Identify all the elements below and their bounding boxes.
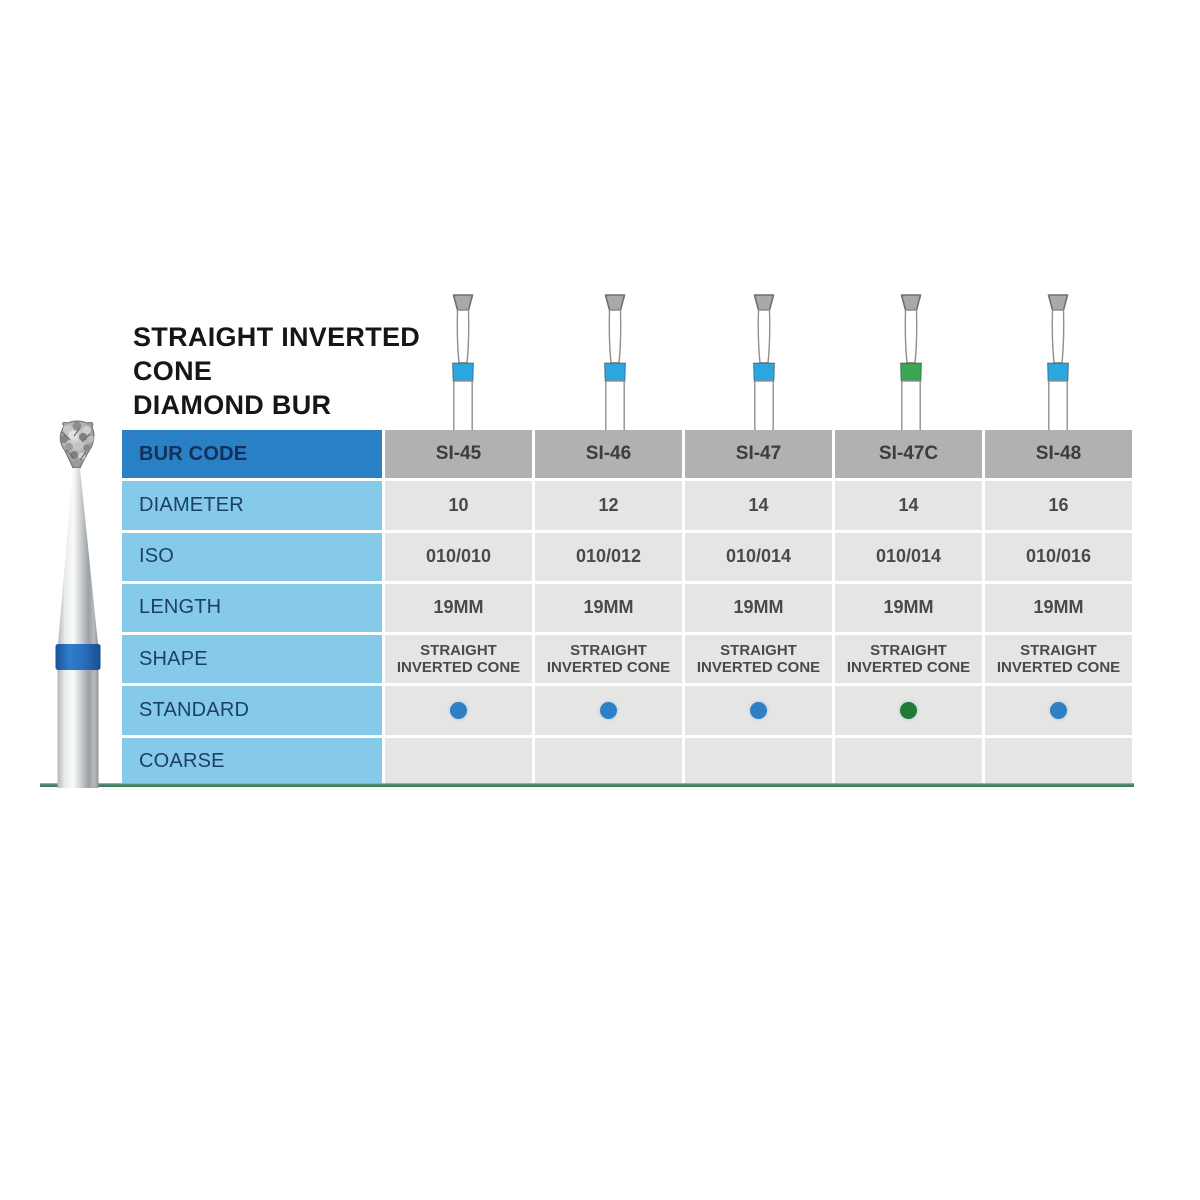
- row-label-shape: SHAPE: [122, 635, 382, 683]
- bur-head: [454, 295, 473, 310]
- row-label-diameter: DIAMETER: [122, 481, 382, 529]
- diameter-si-45: 10: [385, 481, 532, 529]
- coarse-si-46: [535, 738, 682, 786]
- bur-band: [605, 363, 626, 381]
- spec-table: [122, 430, 1132, 786]
- diameter-si-47c: 14: [835, 481, 982, 529]
- bur-illustration-si-48: [1043, 293, 1073, 430]
- shape-line-1: STRAIGHT: [1020, 641, 1097, 659]
- length-si-48: 19MM: [985, 584, 1132, 632]
- bur-shank: [1049, 381, 1067, 430]
- iso-si-47: 010/014: [685, 533, 832, 581]
- iso-si-46: 010/012: [535, 533, 682, 581]
- title-line-1: STRAIGHT INVERTED: [133, 322, 421, 352]
- coarse-si-48: [985, 738, 1132, 786]
- shape-si-48: [985, 635, 1132, 683]
- bur-band: [901, 363, 922, 381]
- diameter-si-46: 12: [535, 481, 682, 529]
- large-bur-shank: [58, 670, 99, 788]
- column-header-si-46: SI-46: [535, 430, 682, 478]
- coarse-si-47: [685, 738, 832, 786]
- diameter-si-48: 16: [985, 481, 1132, 529]
- large-bur-illustration: [50, 420, 106, 790]
- length-si-46: 19MM: [535, 584, 682, 632]
- length-si-45: 19MM: [385, 584, 532, 632]
- bur-head: [755, 295, 774, 310]
- bur-neck: [758, 310, 769, 363]
- row-label-standard: STANDARD: [122, 686, 382, 734]
- shape-line-2: INVERTED CONE: [546, 659, 671, 677]
- row-label-length: LENGTH: [122, 584, 382, 632]
- standard-dot: [1050, 702, 1067, 719]
- shape-line-2: INVERTED CONE: [846, 659, 971, 677]
- row-label-iso: ISO: [122, 533, 382, 581]
- bur-head: [606, 295, 625, 310]
- column-header-si-47: SI-47: [685, 430, 832, 478]
- shape-si-47c: [835, 635, 982, 683]
- standard-si-47c: [835, 686, 982, 734]
- iso-si-48: 010/016: [985, 533, 1132, 581]
- title-line-3: DIAMOND BUR: [133, 390, 332, 420]
- standard-si-45: [385, 686, 532, 734]
- shape-line-1: STRAIGHT: [420, 641, 497, 659]
- shape-line-1: STRAIGHT: [870, 641, 947, 659]
- standard-si-46: [535, 686, 682, 734]
- row-label-coarse: COARSE: [122, 738, 382, 786]
- standard-si-48: [985, 686, 1132, 734]
- bur-band: [754, 363, 775, 381]
- shape-line-2: INVERTED CONE: [996, 659, 1121, 677]
- shape-si-47: [685, 635, 832, 683]
- shape-si-45: [385, 635, 532, 683]
- length-si-47: 19MM: [685, 584, 832, 632]
- bur-neck: [609, 310, 620, 363]
- bur-band: [453, 363, 474, 381]
- shape-line-1: STRAIGHT: [720, 641, 797, 659]
- large-bur-neck: [58, 468, 98, 644]
- bur-band: [1048, 363, 1069, 381]
- bur-neck: [457, 310, 468, 363]
- standard-si-47: [685, 686, 832, 734]
- shape-line-2: INVERTED CONE: [696, 659, 821, 677]
- bur-head: [902, 295, 921, 310]
- bur-neck: [905, 310, 916, 363]
- bur-neck: [1052, 310, 1063, 363]
- bur-illustration-si-45: [448, 293, 478, 430]
- length-si-47c: 19MM: [835, 584, 982, 632]
- standard-dot: [600, 702, 617, 719]
- diameter-si-47: 14: [685, 481, 832, 529]
- iso-si-47c: 010/014: [835, 533, 982, 581]
- column-header-si-47c: SI-47C: [835, 430, 982, 478]
- baseline-rule: [40, 783, 1134, 787]
- iso-si-45: 010/010: [385, 533, 532, 581]
- shape-line-1: STRAIGHT: [570, 641, 647, 659]
- coarse-si-47c: [835, 738, 982, 786]
- title-line-2: CONE: [133, 356, 213, 386]
- standard-dot: [900, 702, 917, 719]
- bur-head: [1049, 295, 1068, 310]
- row-label-bur-code: BUR CODE: [122, 430, 382, 478]
- column-header-si-45: SI-45: [385, 430, 532, 478]
- large-bur-band: [56, 644, 101, 670]
- bur-illustration-si-47: [749, 293, 779, 430]
- bur-shank: [902, 381, 920, 430]
- bur-shank: [454, 381, 472, 430]
- bur-shank: [606, 381, 624, 430]
- bur-illustration-si-46: [600, 293, 630, 430]
- page-title: [133, 320, 420, 422]
- standard-dot: [750, 702, 767, 719]
- column-header-si-48: SI-48: [985, 430, 1132, 478]
- shape-line-2: INVERTED CONE: [396, 659, 521, 677]
- coarse-si-45: [385, 738, 532, 786]
- shape-si-46: [535, 635, 682, 683]
- bur-shank: [755, 381, 773, 430]
- standard-dot: [450, 702, 467, 719]
- bur-illustration-si-47c: [896, 293, 926, 430]
